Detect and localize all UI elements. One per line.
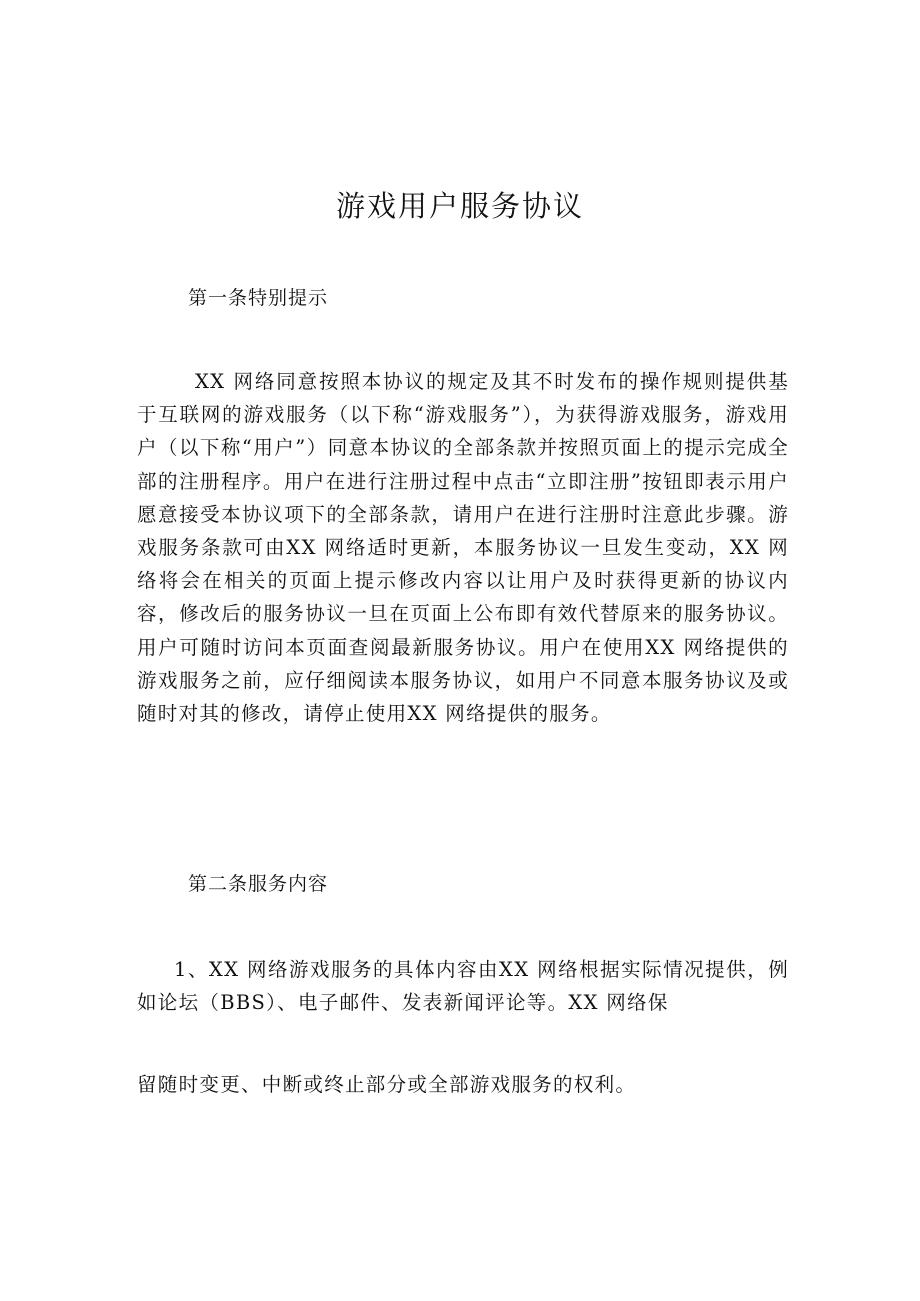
section-1-paragraph: XX 网络同意按照本协议的规定及其不时发布的操作规则提供基于互联网的游戏服务（以下称“游戏服务”），为获得游戏服务，游戏用户（以下称“用户”）同意本协议的全部条款并按照页面上的提示完成全部的注册程序。用户在进行注册过程中点击“立即注册”按钮即表示用户愿意接受本协议项下的全部条款，请用户在进行注册时注意此步骤。游戏服务条款可由XX 网络适时更新，本服务协议一旦发生变动，XX 网络将会在相关的页面上提示修改内容以让用户及时获得更新的协议内容，修改后的服务协议一旦在页面上公布即有效代替原来的服务协议。用户可随时访问本页面查阅最新服务协议。用户在使用XX 网络提供的游戏服务之前，应仔细阅读本服务协议，如用户不同意本服务协议及或随时对其的修改，请停止使用XX 网络提供的服务。 xyxy=(137,370,789,726)
section-2-paragraph-1: 1、XX 网络游戏服务的具体内容由XX 网络根据实际情况提供，例如论坛（BBS）、电子邮件、发表新闻评论等。XX 网络保 xyxy=(137,958,789,1015)
section-2-heading: 第二条服务内容 xyxy=(188,873,329,895)
section-1-heading: 第一条特别提示 xyxy=(188,287,329,309)
section-2-paragraph-2: 留随时变更、中断或终止部分或全部游戏服务的权利。 xyxy=(137,1073,637,1096)
document-title: 游戏用户服务协议 xyxy=(335,189,584,223)
